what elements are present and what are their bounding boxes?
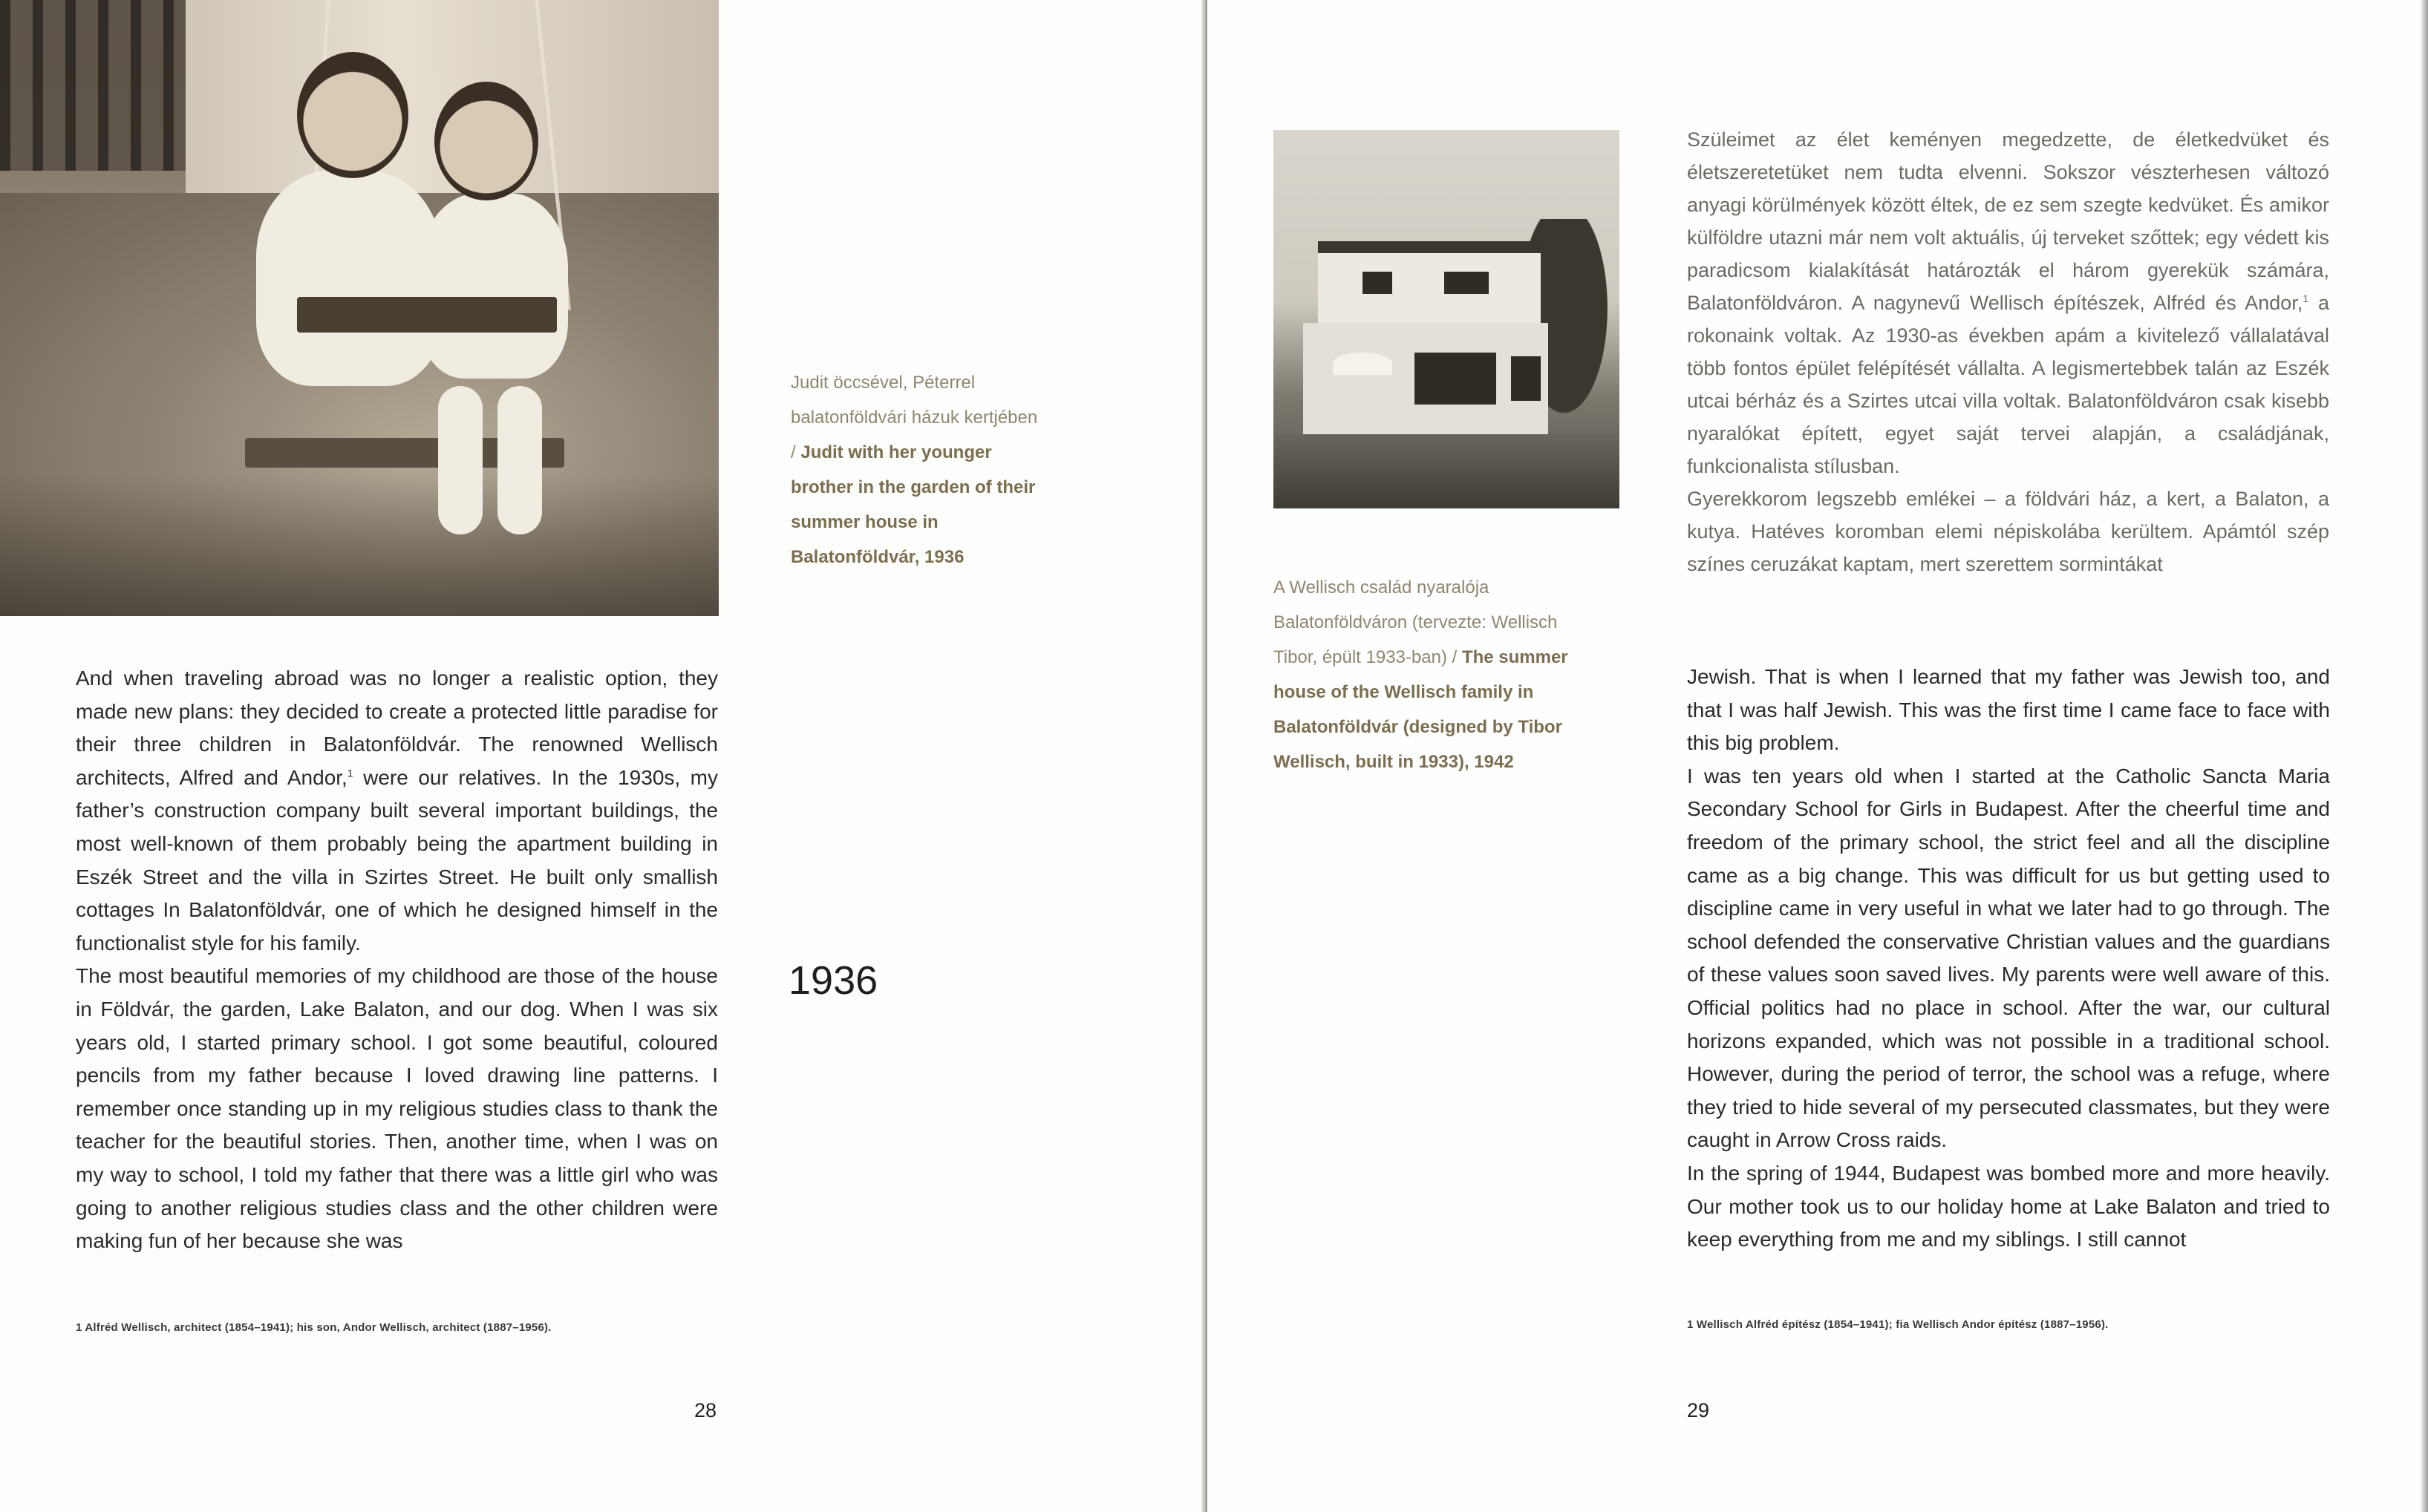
photo-fence: [0, 0, 186, 171]
paragraph: The most beautiful memories of my childhood are those of the house in Földvár, the garden, Lake Balaton, and our dog. When I was six years old, I started primary school. I got some beautiful, coloured pencils from my father because I loved drawing line patterns. I remember once standing up in my religious studies class to thank the teacher for the beautiful stories. Then, another time, when I was on my way to school, I told my father that there was a little girl who was going to another religious studies class and the other children were making fun of her because she was: [76, 964, 718, 1253]
house-window: [1511, 356, 1541, 401]
left-footnote: 1 Alfréd Wellisch, architect (1854–1941); his son, Andor Wellisch, architect (1887–1956).: [76, 1321, 552, 1334]
swing-photo-caption: [791, 365, 1043, 575]
right-english-text: [1687, 661, 2330, 1257]
page-number-left: 28: [694, 1399, 717, 1421]
paragraph: [1687, 123, 2329, 482]
right-page-edge: [2421, 0, 2428, 1512]
caption-en: The summer house of the Wellisch family in Balatonföldvár (designed by Tibor Wellisch, built in 1933), 1942: [1273, 647, 1568, 772]
left-page: [0, 0, 1203, 1512]
right-hungarian-text: [1687, 123, 2329, 580]
house-window: [1444, 272, 1489, 294]
paragraph: Gyerekkorom legszebb emlékei – a földvári ház, a kert, a Balaton, a kutya. Hatéves koromban elemi népiskolába kerültem. Apámtól szép színes ceruzákat kaptam, mert szerettem sormintákat: [1687, 488, 2329, 575]
swing-photo: [0, 0, 719, 616]
left-body-text: [76, 662, 718, 1258]
paragraph: Jewish. That is when I learned that my father was Jewish too, and that I was half Jewish. This was the first time I came face to face with this big problem.: [1687, 665, 2330, 755]
house-photo: [1273, 130, 1619, 508]
caption-hu: A Wellisch család nyaralója Balatonföldváron (tervezte: Wellisch Tibor, épült 1933-ban) /: [1273, 577, 1558, 667]
house-window: [1414, 353, 1496, 405]
caption-en: Judit with her younger brother in the garden of their summer house in Balatonföldvár, 1936: [791, 442, 1036, 567]
footnote-ref[interactable]: 1: [347, 767, 353, 779]
page-number-right: 29: [1687, 1399, 1710, 1421]
child-leg: [438, 386, 483, 534]
swing-seat: [297, 297, 557, 333]
house-photo-caption: [1273, 570, 1600, 779]
child-left-body: [256, 171, 442, 386]
footnote-ref[interactable]: 1: [2303, 292, 2309, 304]
house-window: [1363, 272, 1392, 294]
right-footnote: 1 Wellisch Alfréd építész (1854–1941); fia Wellisch Andor építész (1887–1956).: [1687, 1318, 2109, 1331]
child-leg: [497, 386, 542, 534]
child-right-head: [434, 82, 538, 200]
photo-lawn: [1273, 434, 1619, 508]
paragraph: In the spring of 1944, Budapest was bombed more and more heavily. Our mother took us to our holiday home at Lake Balaton and tried to keep everything from me and my siblings. I still cannot: [1687, 1161, 2330, 1251]
photo-shadow: [0, 475, 719, 616]
text-run: a rokonaink voltak. Az 1930-as években apám a kivitelező vállalatával több fontos épület felépítését vállalta. A legismertebbek talán az Eszék utcai bérház és a Szirtes utcai villa voltak. Balatonföldváron csak kisebb nyaralókat épített, egyet saját tervei alapján, a családjának, funkcionalista stílusban.: [1687, 292, 2329, 477]
year-heading: 1936: [789, 958, 878, 1003]
house-ground-floor: [1303, 323, 1548, 434]
text-run: And when traveling abroad was no longer a realistic option, they made new plans: they decided to create a protected little paradise for their three children in Balatonföldvár. The renowned Wellisch architects, Alfred and Andor,: [76, 667, 718, 789]
paragraph: [76, 662, 718, 960]
paragraph: I was ten years old when I started at the Catholic Sancta Maria Secondary School for Girls in Budapest. After the cheerful time and freedom of the primary school, the strict feel and all the discipline came as a big change. This was difficult for us but getting used to discipline came in very useful in what we later had to go through. The school defended the conservative Christian values and the guardians of these values soon saved lives. My parents were well aware of this. Official politics had no place in school. After the war, our cultural horizons expanded, which was not possible in a traditional school. However, during the period of terror, the school was a refuge, where they tried to hide several of my persecuted classmates, but they were caught in Arrow Cross raids.: [1687, 764, 2330, 1152]
child-right-body: [420, 193, 568, 379]
garden-umbrella: [1333, 353, 1392, 375]
caption-hu: Judit öccsével, Péterrel balatonföldvári házuk kertjében /: [791, 373, 1038, 462]
right-page: [1207, 0, 2428, 1512]
text-run: were our relatives. In the 1930s, my father’s construction company built several important buildings, the most well-known of them probably being the apartment building in Eszék Street and the villa in Szirtes Street. He built only smallish cottages In Balatonföldvár, one of which he designed himself in the functionalist style for his family.: [76, 765, 718, 955]
text-run: Szüleimet az élet keményen megedzette, de életkedvüket és életszeretetüket nem tudta elvenni. Sokszor vészterhesen változó anyagi körülmények között éltek, de ez sem szegte kedvüket. És amikor külföldre utazni már nem volt aktuális, új terveket szőttek; egy védett kis paradicsom kialakítását határozták el három gyerekük számára, Balatonföldváron. A nagynevű Wellisch építészek, Alfréd és Andor,: [1687, 128, 2329, 314]
child-left-head: [297, 52, 408, 178]
house-upper-floor: [1318, 241, 1541, 335]
